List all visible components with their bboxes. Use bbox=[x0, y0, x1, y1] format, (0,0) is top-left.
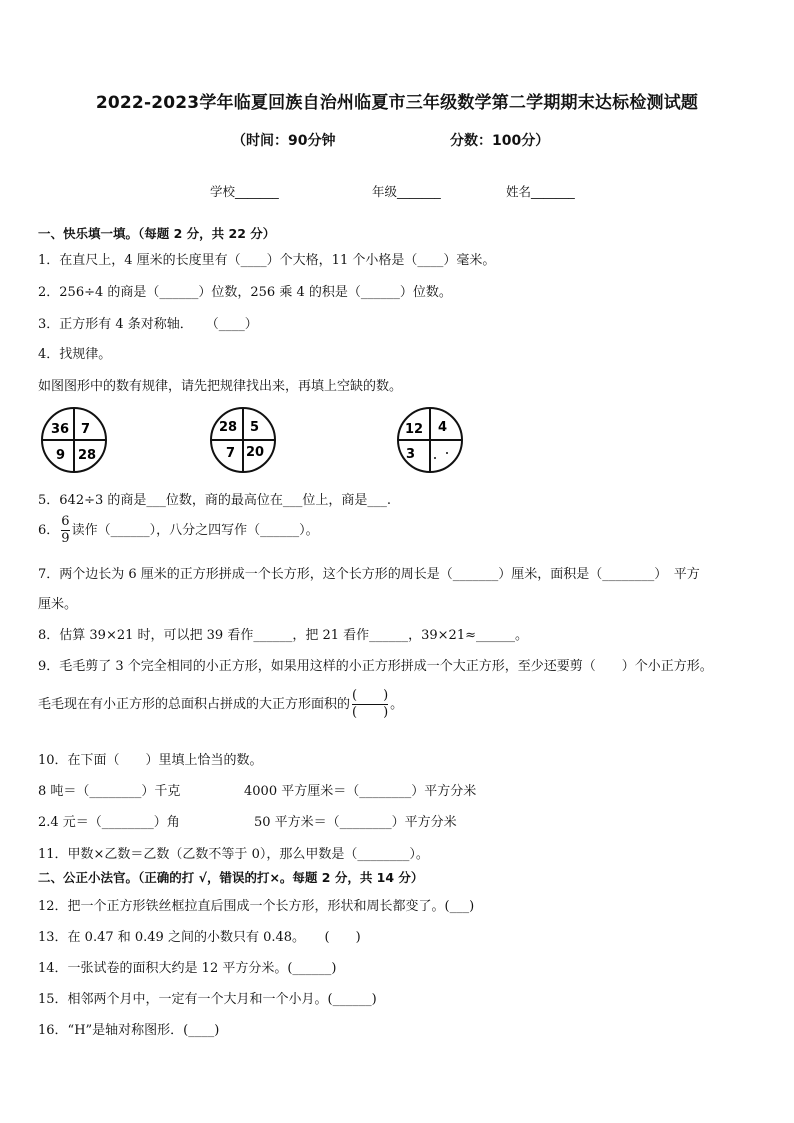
question-5: 5．642÷3 的商是___位数，商的最高位在___位上，商是___. bbox=[38, 493, 392, 508]
question-9-continued bbox=[38, 688, 403, 721]
question-6 bbox=[38, 514, 319, 547]
question-11: 11．甲数×乙数＝乙数（乙数不等于 0），那么甲数是（________）。 bbox=[38, 847, 429, 862]
fraction-numerator-blank: ( ) bbox=[352, 688, 389, 703]
question-10-b: 4000 平方厘米＝（________）平方分米 bbox=[244, 784, 477, 799]
circle-puzzle-1 bbox=[38, 406, 118, 476]
fraction-6-9 bbox=[61, 514, 69, 547]
question-15: 15．相邻两个月中，一定有一个大月和一个小月。(______) bbox=[38, 992, 377, 1007]
circle-2-top-right: 5 bbox=[250, 420, 260, 435]
question-7: 7．两个边长为 6 厘米的正方形拼成一个长方形，这个长方形的周长是（_______）厘米，面积是（________） 平方 bbox=[38, 567, 700, 582]
circle-3-top-left: 12 bbox=[405, 422, 424, 437]
fraction-denominator-blank: ( ) bbox=[352, 705, 389, 720]
question-9-end: 。 bbox=[390, 697, 404, 712]
circle-3-bottom-left: 3 bbox=[406, 447, 416, 462]
question-8: 8．估算 39×21 时，可以把 39 看作______，把 21 看作______，39×21≈______。 bbox=[38, 628, 528, 643]
circle-1-top-left: 36 bbox=[51, 422, 70, 437]
question-16: 16．“H”是轴对称图形．(____) bbox=[38, 1023, 220, 1038]
school-field: 学校_______ bbox=[210, 184, 279, 199]
circle-puzzle-3 bbox=[394, 406, 474, 476]
section2-heading: 二、公正小法官。（正确的打 √，错误的打×。每题 2 分，共 14 分） bbox=[38, 870, 424, 885]
circle-2-bottom-left: 7 bbox=[226, 446, 236, 461]
grade-field: 年级_______ bbox=[372, 184, 441, 199]
section1-heading: 一、快乐填一填。（每题 2 分，共 22 分） bbox=[38, 226, 276, 241]
circle-3-top-right: 4 bbox=[438, 420, 448, 435]
question-12: 12．把一个正方形铁丝框拉直后围成一个长方形，形状和周长都变了。(___) bbox=[38, 899, 475, 914]
circle-1-top-right: 7 bbox=[81, 422, 91, 437]
question-1: 1．在直尺上，4 厘米的长度里有（____）个大格，11 个小格是（____）毫米。 bbox=[38, 253, 496, 268]
question-2: 2．256÷4 的商是（______）位数，256 乘 4 的积是（______）位数。 bbox=[38, 285, 452, 300]
exam-time: （时间：90分钟 bbox=[232, 133, 336, 149]
exam-score: 分数：100分） bbox=[450, 133, 550, 149]
question-4: 4．找规律。 bbox=[38, 347, 112, 362]
question-10-a: 8 吨＝（________）千克 bbox=[38, 784, 181, 799]
question-9: 9．毛毛剪了 3 个完全相同的小正方形，如果用这样的小正方形拼成一个大正方形，至少还要剪（ ）个小正方形。 bbox=[38, 659, 713, 674]
question-6-text: 读作（______），八分之四写作（______）。 bbox=[71, 523, 319, 538]
question-10-d: 50 平方米＝（________）平方分米 bbox=[254, 815, 457, 830]
question-10-c: 2.4 元＝（________）角 bbox=[38, 815, 180, 830]
circle-2-top-left: 28 bbox=[219, 420, 238, 435]
question-6-number: 6． bbox=[38, 523, 60, 538]
circle-1-bottom-right: 28 bbox=[78, 448, 97, 463]
question-7-continued: 厘米。 bbox=[38, 597, 78, 612]
circle-puzzle-2 bbox=[207, 406, 287, 476]
question-9-text: 毛毛现在有小正方形的总面积占拼成的大正方形面积的 bbox=[38, 697, 351, 712]
question-3: 3．正方形有 4 条对称轴． （____） bbox=[38, 317, 258, 332]
question-14: 14．一张试卷的面积大约是 12 平方分米。(______) bbox=[38, 961, 337, 976]
question-4-description: 如图图形中的数有规律，请先把规律找出来，再填上空缺的数。 bbox=[38, 379, 403, 394]
circle-1-bottom-left: 9 bbox=[56, 448, 66, 463]
fraction-numerator: 6 bbox=[61, 514, 70, 529]
circle-2-bottom-right: 20 bbox=[246, 445, 265, 460]
question-10: 10．在下面（ ）里填上恰当的数。 bbox=[38, 753, 263, 768]
page-title: 2022-2023学年临夏回族自治州临夏市三年级数学第二学期期末达标检测试题 bbox=[95, 93, 699, 113]
fraction-denominator: 9 bbox=[61, 531, 70, 546]
question-13: 13．在 0.47 和 0.49 之间的小数只有 0.48。 ( ) bbox=[38, 930, 361, 945]
name-field: 姓名_______ bbox=[506, 184, 575, 199]
fraction-blank bbox=[352, 688, 388, 721]
